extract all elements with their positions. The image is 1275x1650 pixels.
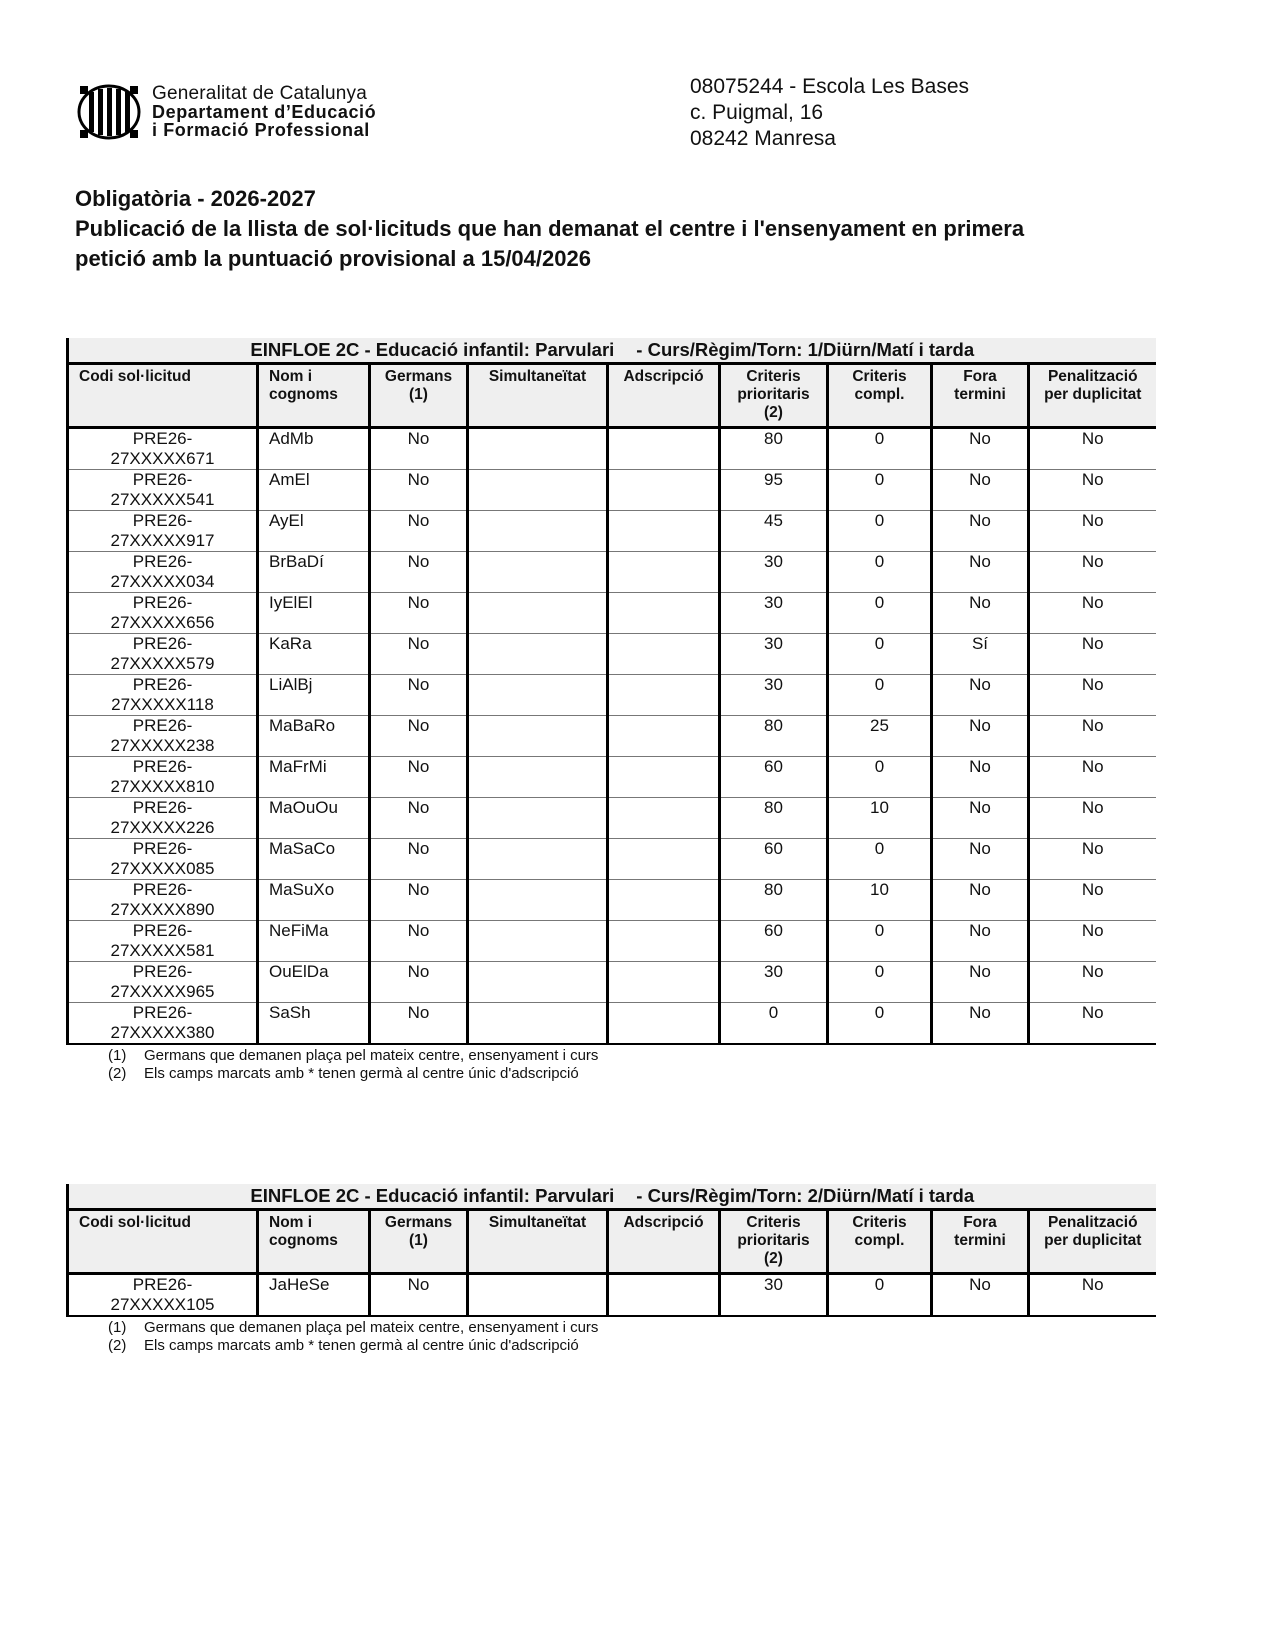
cell-nom: MaFrMi (258, 757, 370, 798)
cell-prioritaris: 80 (720, 880, 828, 921)
caption-course: EINFLOE 2C - Educació infantil: Parvulari (250, 1185, 615, 1206)
cell-germans: No (370, 880, 468, 921)
cell-fora: Sí (932, 634, 1029, 675)
cell-compl: 0 (828, 1274, 932, 1317)
table-row (68, 1274, 1156, 1317)
footnote: (1) Germans que demanen plaça pel mateix centre, ensenyament i curs (108, 1319, 599, 1336)
cell-prioritaris: 30 (720, 962, 828, 1003)
cell-germans: No (370, 1003, 468, 1045)
cell-simultaneitat (468, 921, 608, 962)
cell-simultaneitat (468, 1274, 608, 1317)
column-header-nom: Nom i cognoms (258, 364, 370, 428)
cell-penalitzacio: No (1029, 675, 1156, 716)
cell-compl: 0 (828, 634, 932, 675)
cell-compl: 25 (828, 716, 932, 757)
cell-germans: No (370, 511, 468, 552)
column-header-prioritaris: Criteris prioritaris (2) (720, 1210, 828, 1274)
title-description: Publicació de la llista de sol·licituds que han demanat el centre i l'ensenyament en primera (75, 216, 1025, 241)
cell-penalitzacio: No (1029, 880, 1156, 921)
cell-nom: AmEl (258, 470, 370, 511)
generalitat-emblem-icon (76, 84, 142, 140)
cell-fora: No (932, 839, 1029, 880)
cell-codi: PRE26- 27XXXXX917 (68, 511, 258, 552)
cell-simultaneitat (468, 798, 608, 839)
cell-prioritaris: 80 (720, 716, 828, 757)
column-header-fora: Fora termini (932, 1210, 1029, 1274)
table-row (68, 593, 1156, 634)
cell-codi: PRE26- 27XXXXX380 (68, 1003, 258, 1045)
column-header-codi: Codi sol·licitud (68, 364, 258, 428)
cell-adscripcio (608, 880, 720, 921)
cell-nom: LiAlBj (258, 675, 370, 716)
cell-prioritaris: 30 (720, 675, 828, 716)
cell-nom: AyEl (258, 511, 370, 552)
cell-adscripcio (608, 798, 720, 839)
cell-fora: No (932, 552, 1029, 593)
applications-table-2 (66, 1184, 1154, 1355)
cell-fora: No (932, 1274, 1029, 1317)
cell-prioritaris: 0 (720, 1003, 828, 1045)
logo-department-2: i Formació Professional (152, 120, 370, 140)
cell-nom: NeFiMa (258, 921, 370, 962)
caption-shift: - Curs/Règim/Torn: 2/Diürn/Matí i tarda (636, 1185, 975, 1206)
cell-simultaneitat (468, 675, 608, 716)
cell-codi: PRE26- 27XXXXX656 (68, 593, 258, 634)
cell-compl: 0 (828, 470, 932, 511)
cell-prioritaris: 60 (720, 757, 828, 798)
table-row (68, 552, 1156, 593)
applications-table (66, 1184, 1156, 1317)
cell-fora: No (932, 593, 1029, 634)
cell-nom: KaRa (258, 634, 370, 675)
column-header-germans: Germans (1) (370, 1210, 468, 1274)
cell-compl: 0 (828, 962, 932, 1003)
footnote: (2) Els camps marcats amb * tenen germà al centre únic d'adscripció (108, 1065, 579, 1082)
cell-fora: No (932, 921, 1029, 962)
cell-codi: PRE26- 27XXXXX105 (68, 1274, 258, 1317)
table-row (68, 962, 1156, 1003)
cell-germans: No (370, 593, 468, 634)
school-address: c. Puigmal, 16 (690, 101, 824, 124)
cell-prioritaris: 30 (720, 593, 828, 634)
column-header-penalitzacio: Penalització per duplicitat (1029, 364, 1156, 428)
cell-compl: 0 (828, 757, 932, 798)
cell-simultaneitat (468, 757, 608, 798)
cell-penalitzacio: No (1029, 798, 1156, 839)
cell-adscripcio (608, 1003, 720, 1045)
table-row (68, 798, 1156, 839)
applications-table (66, 338, 1156, 1045)
cell-prioritaris: 60 (720, 921, 828, 962)
cell-nom: MaSaCo (258, 839, 370, 880)
cell-nom: SaSh (258, 1003, 370, 1045)
cell-simultaneitat (468, 962, 608, 1003)
cell-germans: No (370, 552, 468, 593)
table-caption (68, 1184, 1156, 1210)
cell-adscripcio (608, 552, 720, 593)
document-title (75, 184, 1024, 274)
table-row (68, 1003, 1156, 1045)
cell-penalitzacio: No (1029, 921, 1156, 962)
cell-fora: No (932, 470, 1029, 511)
cell-fora: No (932, 757, 1029, 798)
cell-codi: PRE26- 27XXXXX581 (68, 921, 258, 962)
cell-compl: 0 (828, 428, 932, 470)
caption-course: EINFLOE 2C - Educació infantil: Parvulari (250, 339, 615, 360)
cell-penalitzacio: No (1029, 634, 1156, 675)
column-header-adscripcio: Adscripció (608, 364, 720, 428)
footnote: (1) Germans que demanen plaça pel mateix centre, ensenyament i curs (108, 1047, 599, 1064)
cell-adscripcio (608, 962, 720, 1003)
cell-penalitzacio: No (1029, 962, 1156, 1003)
cell-codi: PRE26- 27XXXXX965 (68, 962, 258, 1003)
cell-compl: 0 (828, 839, 932, 880)
cell-simultaneitat (468, 428, 608, 470)
cell-adscripcio (608, 593, 720, 634)
school-name: 08075244 - Escola Les Bases (690, 75, 970, 98)
header-logo (76, 84, 376, 140)
cell-nom: MaBaRo (258, 716, 370, 757)
cell-nom: OuElDa (258, 962, 370, 1003)
cell-fora: No (932, 675, 1029, 716)
title-description-2: petició amb la puntuació provisional a 15/04/2026 (75, 246, 591, 271)
cell-germans: No (370, 839, 468, 880)
cell-fora: No (932, 962, 1029, 1003)
cell-compl: 0 (828, 593, 932, 634)
cell-prioritaris: 60 (720, 839, 828, 880)
cell-codi: PRE26- 27XXXXX034 (68, 552, 258, 593)
cell-simultaneitat (468, 552, 608, 593)
cell-adscripcio (608, 757, 720, 798)
cell-prioritaris: 30 (720, 1274, 828, 1317)
cell-adscripcio (608, 470, 720, 511)
column-header-germans: Germans (1) (370, 364, 468, 428)
table-row (68, 428, 1156, 470)
column-header-penalitzacio: Penalització per duplicitat (1029, 1210, 1156, 1274)
cell-germans: No (370, 428, 468, 470)
cell-adscripcio (608, 1274, 720, 1317)
cell-compl: 0 (828, 511, 932, 552)
cell-prioritaris: 30 (720, 552, 828, 593)
cell-nom: MaOuOu (258, 798, 370, 839)
table-row (68, 880, 1156, 921)
cell-penalitzacio: No (1029, 1003, 1156, 1045)
cell-penalitzacio: No (1029, 470, 1156, 511)
footnotes (108, 1319, 1154, 1355)
cell-fora: No (932, 511, 1029, 552)
cell-simultaneitat (468, 839, 608, 880)
table-row (68, 675, 1156, 716)
cell-compl: 10 (828, 880, 932, 921)
cell-adscripcio (608, 511, 720, 552)
cell-germans: No (370, 962, 468, 1003)
column-header-simultaneitat: Simultaneïtat (468, 364, 608, 428)
column-header-adscripcio: Adscripció (608, 1210, 720, 1274)
cell-fora: No (932, 716, 1029, 757)
cell-codi: PRE26- 27XXXXX890 (68, 880, 258, 921)
table-row (68, 470, 1156, 511)
cell-codi: PRE26- 27XXXXX810 (68, 757, 258, 798)
cell-codi: PRE26- 27XXXXX579 (68, 634, 258, 675)
cell-codi: PRE26- 27XXXXX671 (68, 428, 258, 470)
cell-prioritaris: 80 (720, 428, 828, 470)
table-row (68, 757, 1156, 798)
cell-simultaneitat (468, 470, 608, 511)
applications-table-1 (66, 338, 1154, 1083)
column-header-prioritaris: Criteris prioritaris (2) (720, 364, 828, 428)
title-year: Obligatòria - 2026-2027 (75, 186, 316, 211)
cell-penalitzacio: No (1029, 716, 1156, 757)
cell-prioritaris: 95 (720, 470, 828, 511)
table-row (68, 634, 1156, 675)
column-header-compl: Criteris compl. (828, 364, 932, 428)
table-row (68, 839, 1156, 880)
cell-penalitzacio: No (1029, 428, 1156, 470)
cell-penalitzacio: No (1029, 839, 1156, 880)
cell-codi: PRE26- 27XXXXX238 (68, 716, 258, 757)
cell-simultaneitat (468, 716, 608, 757)
table-row (68, 511, 1156, 552)
cell-prioritaris: 45 (720, 511, 828, 552)
cell-nom: IyElEl (258, 593, 370, 634)
school-city: 08242 Manresa (690, 127, 836, 150)
column-header-codi: Codi sol·licitud (68, 1210, 258, 1274)
cell-germans: No (370, 716, 468, 757)
column-header-fora: Fora termini (932, 364, 1029, 428)
cell-penalitzacio: No (1029, 757, 1156, 798)
cell-penalitzacio: No (1029, 1274, 1156, 1317)
cell-nom: AdMb (258, 428, 370, 470)
table-caption (68, 338, 1156, 364)
cell-germans: No (370, 757, 468, 798)
cell-adscripcio (608, 839, 720, 880)
cell-simultaneitat (468, 880, 608, 921)
cell-adscripcio (608, 921, 720, 962)
cell-fora: No (932, 1003, 1029, 1045)
logo-department: Departament d’Educació (152, 102, 377, 122)
cell-adscripcio (608, 716, 720, 757)
footnotes (108, 1047, 1154, 1083)
cell-codi: PRE26- 27XXXXX085 (68, 839, 258, 880)
cell-adscripcio (608, 428, 720, 470)
cell-codi: PRE26- 27XXXXX541 (68, 470, 258, 511)
cell-germans: No (370, 470, 468, 511)
cell-adscripcio (608, 675, 720, 716)
cell-prioritaris: 30 (720, 634, 828, 675)
school-info (690, 74, 969, 152)
cell-prioritaris: 80 (720, 798, 828, 839)
cell-penalitzacio: No (1029, 511, 1156, 552)
cell-compl: 10 (828, 798, 932, 839)
table-row (68, 716, 1156, 757)
cell-compl: 0 (828, 552, 932, 593)
column-header-nom: Nom i cognoms (258, 1210, 370, 1274)
cell-germans: No (370, 675, 468, 716)
cell-fora: No (932, 798, 1029, 839)
cell-germans: No (370, 921, 468, 962)
cell-compl: 0 (828, 675, 932, 716)
cell-codi: PRE26- 27XXXXX118 (68, 675, 258, 716)
cell-germans: No (370, 634, 468, 675)
cell-compl: 0 (828, 921, 932, 962)
footnote: (2) Els camps marcats amb * tenen germà al centre únic d'adscripció (108, 1337, 579, 1354)
cell-simultaneitat (468, 1003, 608, 1045)
cell-penalitzacio: No (1029, 552, 1156, 593)
table-row (68, 921, 1156, 962)
cell-adscripcio (608, 634, 720, 675)
cell-fora: No (932, 880, 1029, 921)
logo-generalitat: Generalitat de Catalunya (152, 83, 367, 104)
cell-germans: No (370, 1274, 468, 1317)
cell-simultaneitat (468, 593, 608, 634)
caption-shift: - Curs/Règim/Torn: 1/Diürn/Matí i tarda (636, 339, 975, 360)
cell-penalitzacio: No (1029, 593, 1156, 634)
column-header-compl: Criteris compl. (828, 1210, 932, 1274)
cell-nom: MaSuXo (258, 880, 370, 921)
cell-simultaneitat (468, 634, 608, 675)
cell-codi: PRE26- 27XXXXX226 (68, 798, 258, 839)
cell-nom: JaHeSe (258, 1274, 370, 1317)
cell-simultaneitat (468, 511, 608, 552)
cell-compl: 0 (828, 1003, 932, 1045)
column-header-simultaneitat: Simultaneïtat (468, 1210, 608, 1274)
cell-fora: No (932, 428, 1029, 470)
cell-germans: No (370, 798, 468, 839)
cell-nom: BrBaDí (258, 552, 370, 593)
